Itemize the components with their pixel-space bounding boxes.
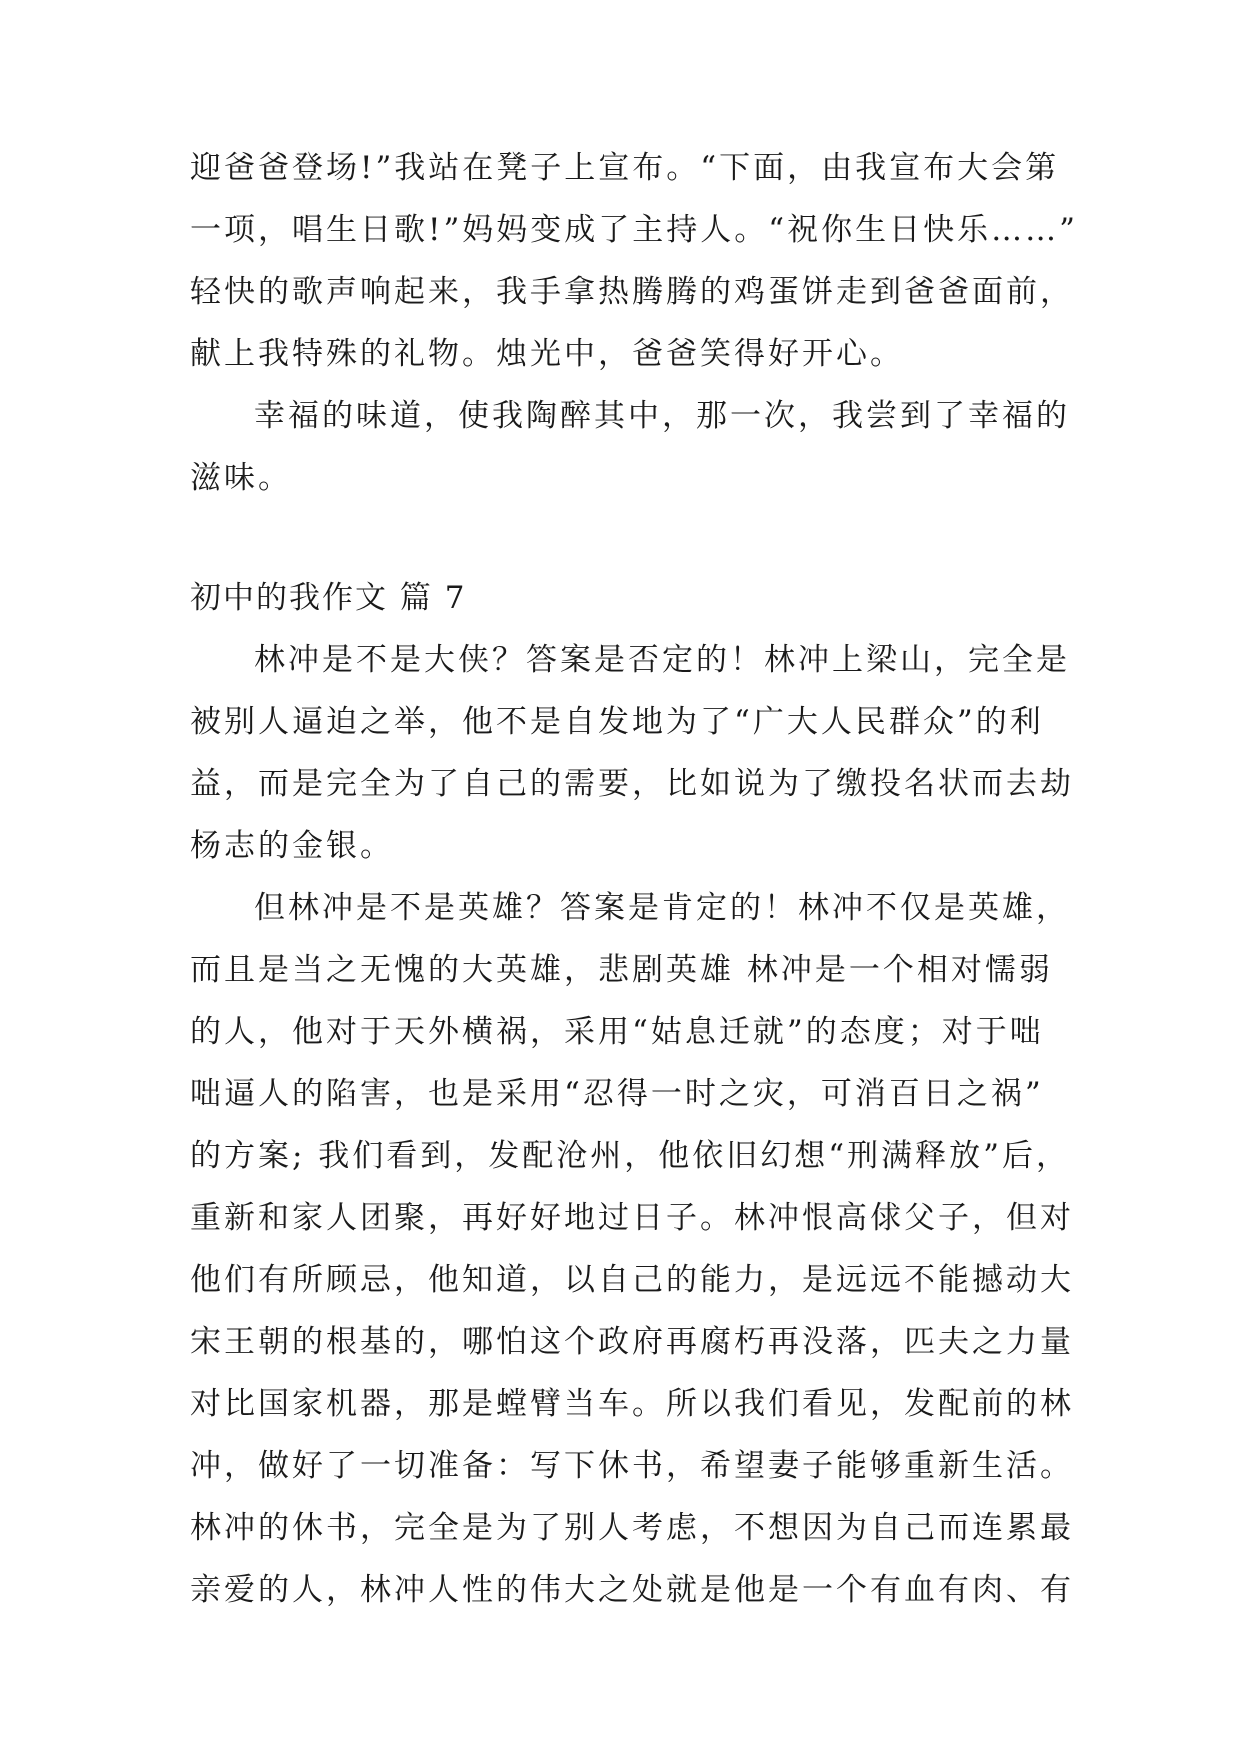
text-line: 但林冲是不是英雄？答案是肯定的！林冲不仅是英雄， (254, 890, 1070, 926)
text-line: 他们有所顾忌，他知道，以自己的能力，是远远不能撼动大 (190, 1262, 1074, 1298)
text-line: 咄逼人的陷害，也是采用“忍得一时之灾，可消百日之祸” (190, 1076, 1044, 1112)
text-line: 冲，做好了一切准备：写下休书，希望妻子能够重新生活。 (190, 1448, 1074, 1484)
text-line: 益，而是完全为了自己的需要，比如说为了缴投名状而去劫 (190, 766, 1074, 802)
text-line: 的方案; 我们看到，发配沧州，他依旧幻想“刑满释放”后， (190, 1138, 1070, 1174)
text-line: 重新和家人团聚，再好好地过日子。林冲恨高俅父子，但对 (190, 1200, 1074, 1236)
text-line: 宋王朝的根基的，哪怕这个政府再腐朽再没落，匹夫之力量 (190, 1324, 1074, 1360)
text-line: 迎爸爸登场!”我站在凳子上宣布。“下面，由我宣布大会第 (190, 150, 1060, 186)
text-line: 林冲的休书，完全是为了别人考虑，不想因为自己而连累最 (190, 1510, 1074, 1546)
text-line: 轻快的歌声响起来，我手拿热腾腾的鸡蛋饼走到爸爸面前， (190, 274, 1074, 310)
text-line: 杨志的金银。 (190, 828, 394, 864)
text-line: 一项，唱生日歌!”妈妈变成了主持人。“祝你生日快乐……” (190, 212, 1078, 248)
text-line: 幸福的味道，使我陶醉其中，那一次，我尝到了幸福的 (254, 398, 1070, 434)
text-line: 献上我特殊的礼物。烛光中，爸爸笑得好开心。 (190, 336, 904, 372)
text-line: 林冲是不是大侠？答案是否定的！林冲上梁山，完全是 (254, 642, 1070, 678)
text-line: 亲爱的人，林冲人性的伟大之处就是他是一个有血有肉、有 (190, 1572, 1074, 1608)
text-line: 对比国家机器，那是螳臂当车。所以我们看见，发配前的林 (190, 1386, 1074, 1422)
section-title: 初中的我作文 篇 7 (190, 580, 467, 616)
text-line: 滋味。 (190, 460, 292, 496)
text-line: 的人，他对于天外横祸，采用“姑息迁就”的态度；对于咄 (190, 1014, 1044, 1050)
text-line: 被别人逼迫之举，他不是自发地为了“广大人民群众”的利 (190, 704, 1044, 740)
text-line: 而且是当之无愧的大英雄，悲剧英雄 林冲是一个相对懦弱 (190, 952, 1053, 988)
